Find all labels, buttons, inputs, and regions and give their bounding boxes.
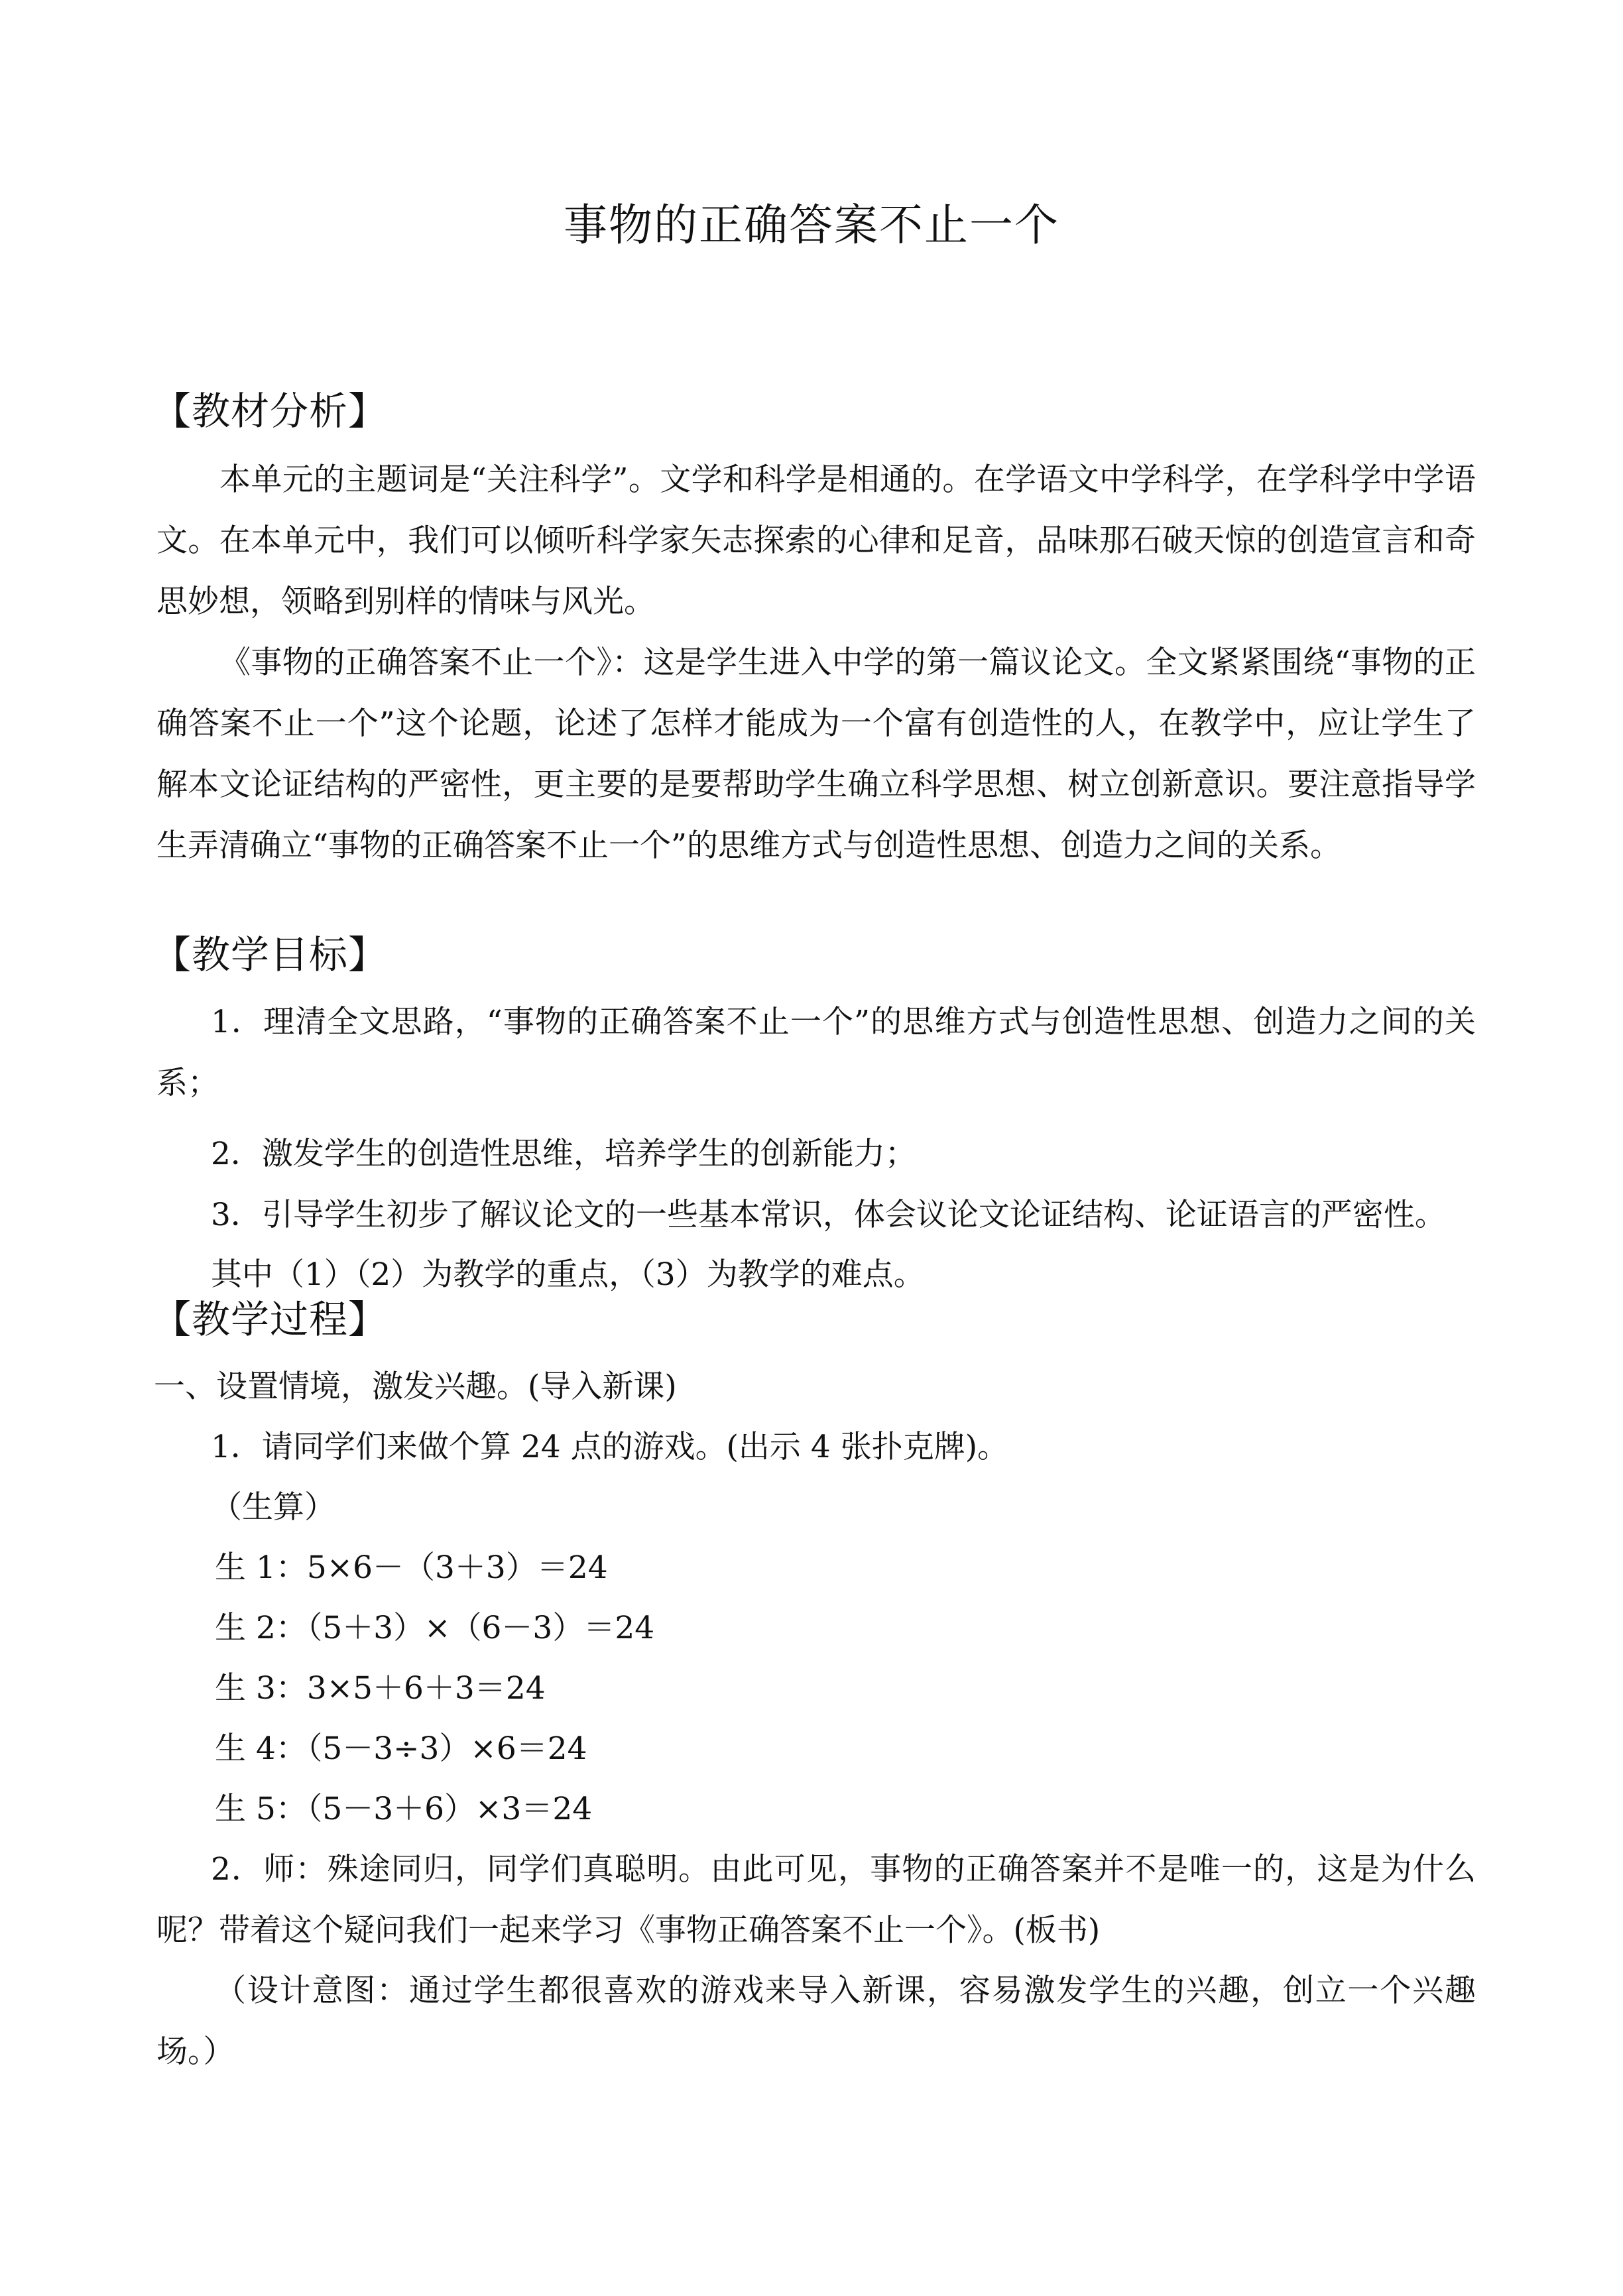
process-item-1: 1．请同学们来做个算 24 点的游戏。(出示 4 张扑克牌)。	[211, 1429, 1009, 1465]
analysis-paragraph-1: 本单元的主题词是“关注科学”。文学和科学是相通的。在学语文中学科学，在学科学中学语文。在本单元中，我们可以倾听科学家矢志探索的心律和足音，品味那石破天惊的创造宣言和奇思妙想，领略到别样的情味与风光。	[156, 461, 1476, 620]
goal-item-2: 2．激发学生的创造性思维，培养学生的创新能力；	[211, 1136, 916, 1172]
analysis-paragraph-2: 《事物的正确答案不止一个》：这是学生进入中学的第一篇议论文。全文紧紧围绕“事物的正确答案不止一个”这个论题，论述了怎样才能成为一个富有创造性的人，在教学中，应让学生了解本文论证结构的严密性，更主要的是要帮助学生确立科学思想、树立创新意识。要注意指导学生弄清确立“事物的正确答案不止一个”的思维方式与创造性思想、创造力之间的关系。	[156, 644, 1476, 864]
section-heading-goals: 【教学目标】	[152, 932, 388, 977]
goals-note: 其中（1）（2）为教学的重点，（3）为教学的难点。	[211, 1256, 925, 1293]
calc-note: （生算）	[211, 1489, 335, 1526]
student-answer-5: 生 5：（5－3＋6）×3＝24	[215, 1791, 593, 1827]
document-title: 事物的正确答案不止一个	[564, 200, 1059, 251]
process-step-1: 一、设置情境，激发兴趣。(导入新课)	[154, 1368, 677, 1405]
process-item-2: 2．师：殊途同归，同学们真聪明。由此可见，事物的正确答案并不是唯一的，这是为什么呢？带着这个疑问我们一起来学习《事物正确答案不止一个》。(板书)	[156, 1851, 1476, 1949]
student-answer-4: 生 4：（5－3÷3）×6＝24	[215, 1730, 587, 1767]
student-answer-1: 生 1：5×6－（3＋3）＝24	[215, 1549, 608, 1586]
section-heading-process: 【教学过程】	[152, 1297, 388, 1342]
goal-item-3: 3．引导学生初步了解议论文的一些基本常识，体会议论文论证结构、论证语言的严密性。	[211, 1197, 1446, 1233]
section-heading-analysis: 【教材分析】	[152, 389, 388, 434]
student-answer-2: 生 2：（5＋3）×（6－3）＝24	[215, 1610, 655, 1646]
goal-item-1: 1．理清全文思路，“事物的正确答案不止一个”的思维方式与创造性思想、创造力之间的关系；	[156, 1004, 1476, 1101]
design-note: （设计意图：通过学生都很喜欢的游戏来导入新课，容易激发学生的兴趣，创立一个兴趣场。）	[156, 1972, 1476, 2070]
student-answer-3: 生 3：3×5＋6＋3＝24	[215, 1670, 546, 1707]
